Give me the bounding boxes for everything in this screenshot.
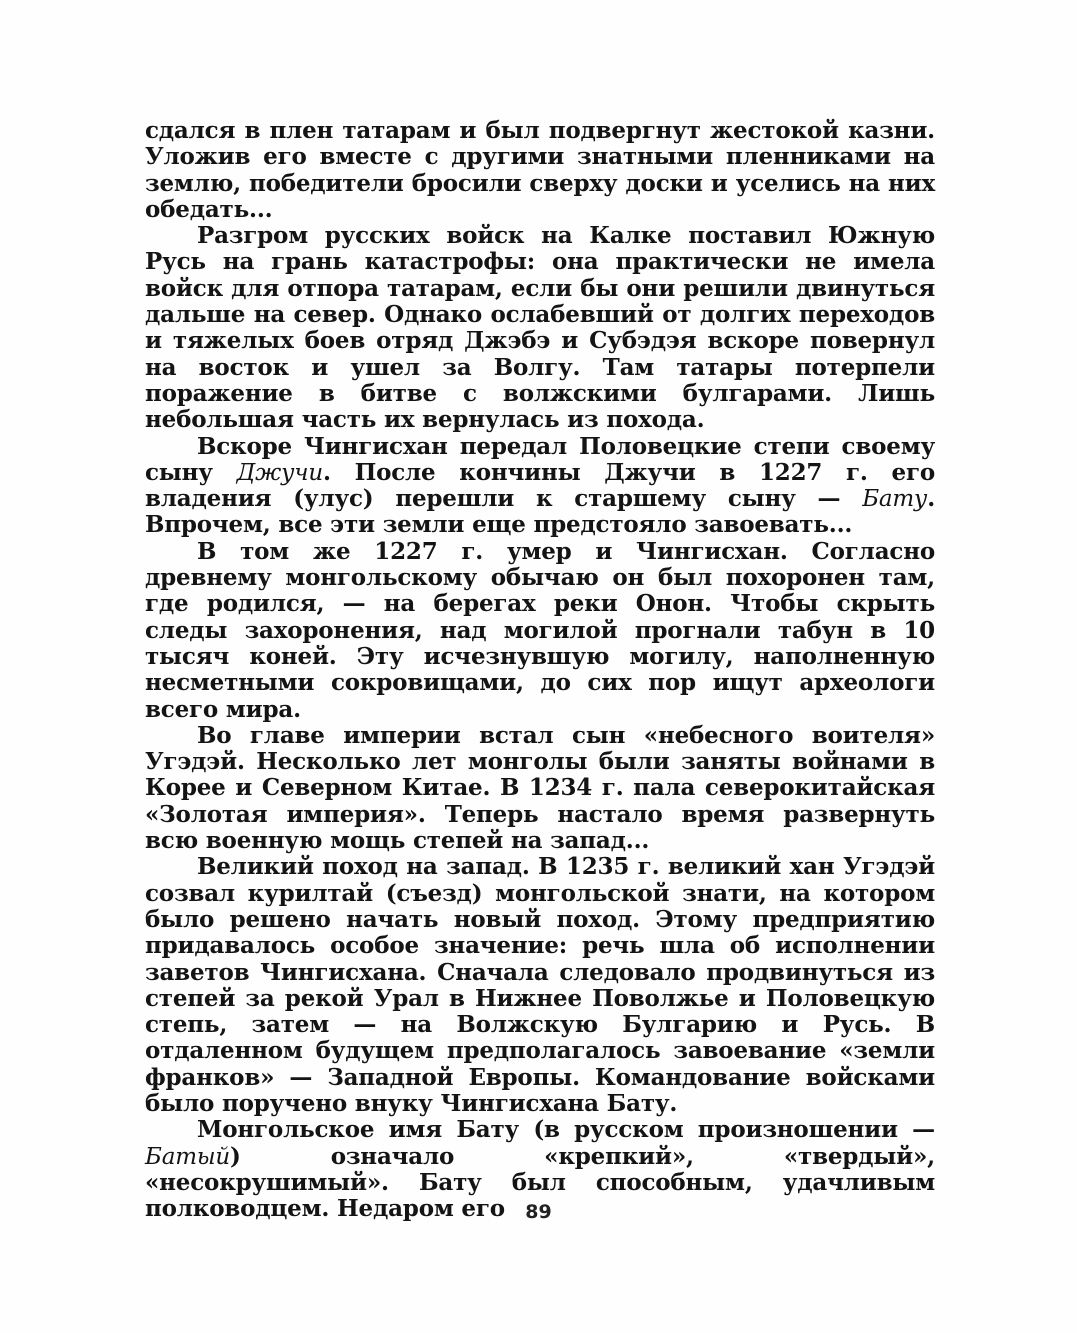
italic-name-batyi: Батый <box>145 1143 230 1170</box>
paragraph-text: В 1235 г. великий хан Угэдэй созвал курилтай (съезд) монгольской знати, на котором было решено начать новый поход. Этому предприятию придавалось особое значение: речь шла об исполнении заветов Чингисхана. Сначала следовало продвинуться из степей за рекой Урал в Нижнее Поволжье и Половецкую степь, затем — на Волжскую Булгарию и Русь. В отдаленном будущем предполагалось завоевание «земли франков» — Западной Европы. Командование войсками было поручено внуку Чингисхана Бату. <box>145 853 935 1117</box>
paragraph-text: . После кончины Джучи в 1227 г. его владения (улус) перешли к старшему сыну — <box>145 458 935 513</box>
page-number: 89 <box>525 1201 552 1223</box>
paragraph-text: Разгром русских войск на Калке поставил Южную Русь на грань катастрофы: она практически не имела войск для отпора татарам, если бы они решили двинуться дальше на север. Однако ослабевший от долгих переходов и тяжелых боев отряд Джэбэ и Субэдэя вскоре повернул на восток и ушел за Волгу. Там татары потерпели поражение в битве с волжскими булгарами. Лишь небольшая часть их вернулась из похода. <box>145 222 935 434</box>
paragraph-6 <box>145 854 935 1117</box>
paragraph-text: ) означало «крепкий», «твердый», «несокрушимый». Бату был способным, удачливым полководцем. Недаром его <box>145 1142 935 1223</box>
paragraph-5 <box>145 723 935 854</box>
section-heading: Великий поход на запад. <box>197 853 530 881</box>
paragraph-2 <box>145 223 935 433</box>
paragraph-1 <box>145 118 935 223</box>
paragraph-text: Вскоре Чингисхан передал Половецкие степи своему сыну <box>145 432 935 486</box>
paragraph-text: . Впрочем, все эти земли еще предстояло завоевать... <box>145 485 935 539</box>
italic-name-dzhuchi: Джучи <box>236 459 323 486</box>
paragraph-text: Монгольское имя Бату (в русском произношении — <box>197 1116 935 1144</box>
body-text <box>145 118 935 1222</box>
paragraph-text: В том же 1227 г. умер и Чингисхан. Согласно древнему монгольскому обычаю он был похоронен там, где родился, — на берегах реки Онон. Чтобы скрыть следы захоронения, над могилой прогнали табун в 10 тысяч коней. Эту исчезнувшую могилу, наполненную несметными сокровищами, до сих пор ищут археологи всего мира. <box>145 537 935 723</box>
paragraph-text: Во главе империи встал сын «небесного воителя» Угэдэй. Несколько лет монголы были заняты войнами в Корее и Северном Китае. В 1234 г. пала северокитайская «Золотая империя». Теперь настало время развернуть всю военную мощь степей на запад... <box>145 721 935 855</box>
paragraph-text: сдался в плен татарам и был подвергнут жестокой казни. Уложив его вместе с другими знатными пленниками на землю, победители бросили сверху доски и уселись на них обедать... <box>145 117 935 223</box>
paragraph-3 <box>145 434 935 539</box>
paragraph-4 <box>145 539 935 723</box>
italic-name-batu: Бату <box>862 486 928 513</box>
